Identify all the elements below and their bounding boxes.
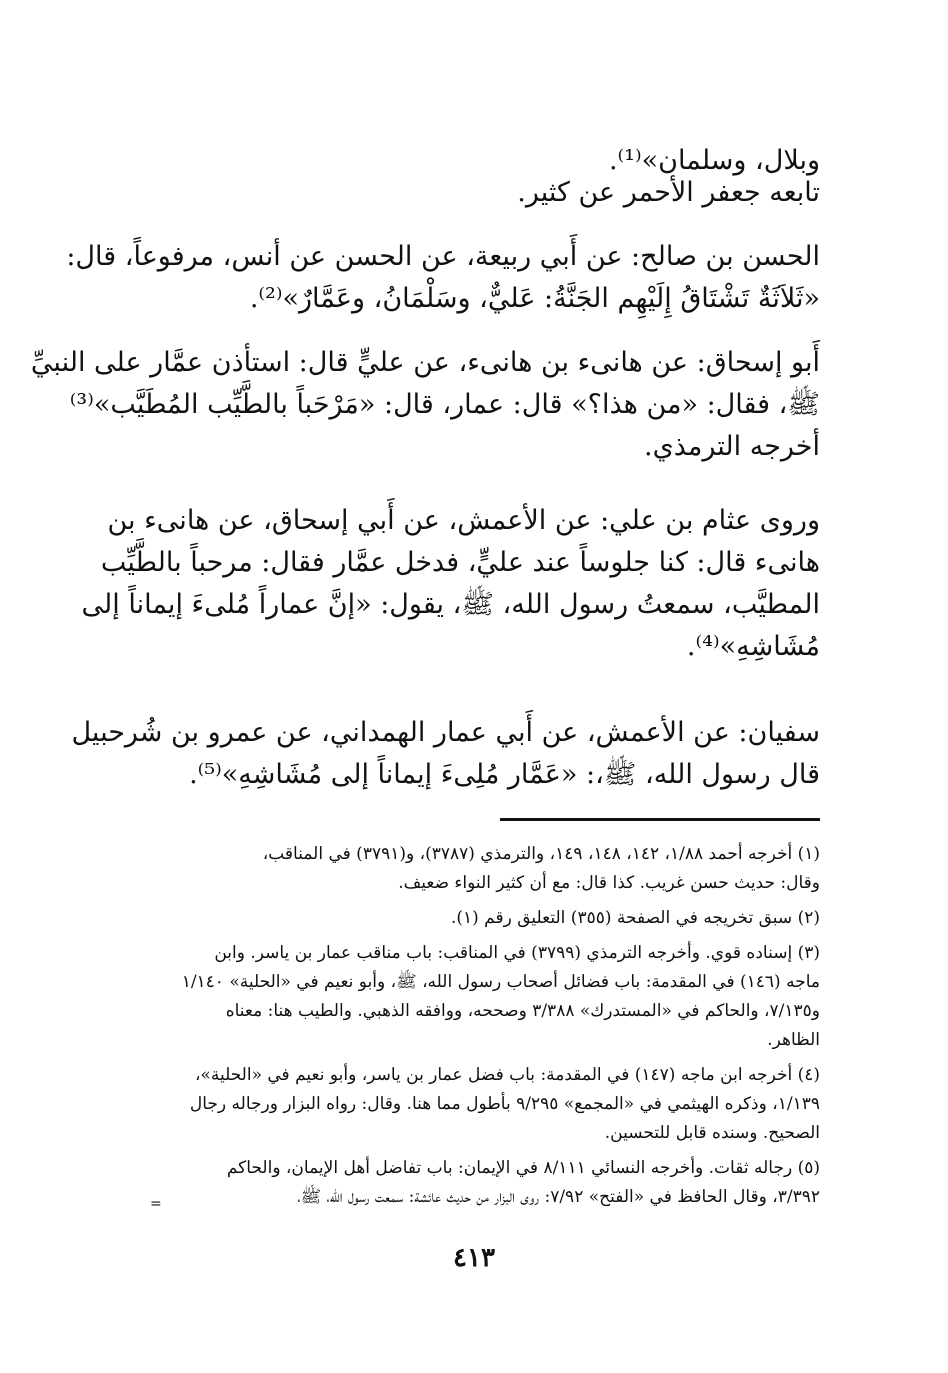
text-line: تابعه جعفر الأحمر عن كثير.: [517, 177, 820, 208]
footnote-line: (٥) رجاله ثقات. وأخرجه النسائي ٨/١١١ في الإيمان: باب تفاضل أهل الإيمان، والحاكم: [226, 1158, 820, 1178]
footnote-line: ١/١٣٩، وذكره الهيثمي في «المجمع» ٩/٢٩٥ بأطول مما هنا. وقال: رواه البزار ورجاله رجال: [189, 1094, 820, 1114]
text-line: سفيان: عن الأعمش، عن أَبي عمار الهمداني، عن عمرو بن شُرحبيل: [71, 717, 820, 748]
footnote-line: و٧/١٣٥، والحاكم في «المستدرك» ٣/٣٨٨ وصححه، ووافقه الذهبي. والطيب هنا: معناه: [225, 1001, 820, 1021]
footnote-line: الظاهر.: [767, 1030, 820, 1050]
paragraph-5: [71, 712, 820, 796]
footnote-5: [120, 1154, 820, 1212]
footnote-3: [120, 939, 820, 1055]
page-number: ٤١٣: [453, 1243, 495, 1273]
text-line: ﷺ، فقال: «من هذا؟» قال: عمار، قال: «مَرْحَباً بالطَّيِّب المُطَيَّب»⁽³⁾: [69, 389, 820, 420]
footnote-line: (٢) سبق تخريجه في الصفحة (٣٥٥) التعليق رقم (١).: [450, 908, 820, 928]
footnote-line: (١) أخرجه أحمد ١/٨٨، ١٤٢، ١٤٨، ١٤٩، والترمذي (٣٧٨٧)، و(٣٧٩١) في المناقب،: [262, 844, 820, 864]
paragraph-4: [81, 500, 820, 668]
footnote-line: ماجه (١٤٦) في المقدمة: باب فضائل أصحاب رسول الله، ﷺ، وأبو نعيم في «الحلية» ١/١٤٠: [181, 972, 820, 992]
continuation-mark: =: [150, 1196, 162, 1212]
footnote-line: الصحيح. وسنده قابل للتحسين.: [604, 1123, 820, 1143]
text-line: وبلال، وسلمان»⁽¹⁾.: [608, 145, 820, 176]
text-line: هانىء قال: كنا جلوساً عند عليٍّ، فدخل عمَّار فقال: مرحباً بالطَّيِّب: [100, 547, 820, 578]
footnotes: [120, 840, 820, 1218]
paragraph-3: [30, 342, 820, 468]
footnote-line: (٣) إسناده قوي. وأخرجه الترمذي (٣٧٩٩) في المناقب: باب مناقب عمار بن ياسر. وابن: [214, 943, 820, 963]
footnote-line: ٣/٣٩٢، وقال الحافظ في «الفتح» ٧/٩٢: روى البزار من حديث عائشة: سمعت رسول الله، ﷺ،: [297, 1187, 820, 1207]
footnote-line: (٤) أخرجه ابن ماجه (١٤٧) في المقدمة: باب فضل عمار بن ياسر، وأبو نعيم في «الحلية»،: [194, 1065, 820, 1085]
footnote-4: [120, 1061, 820, 1148]
text-line: الحسن بن صالح: عن أَبي ربيعة، عن الحسن عن أنس، مرفوعاً، قال:: [66, 241, 820, 272]
footnote-2: [120, 904, 820, 933]
text-line: أخرجه الترمذي.: [644, 431, 820, 462]
paragraph-1: [120, 140, 820, 214]
paragraph-2: [66, 236, 820, 320]
footnote-1: [120, 840, 820, 898]
text-line: «ثَلاَثَةٌ تَشْتَاقُ إِلَيْهِم الجَنَّةُ: عَليٌّ، وسَلْمَانُ، وعَمَّارٌ»⁽²⁾.: [249, 283, 820, 314]
text-line: وروى عثام بن علي: عن الأعمش، عن أَبي إسحاق، عن هانىء بن: [107, 505, 820, 536]
text-line: أَبو إسحاق: عن هانىء بن هانىء، عن عليٍّ قال: استأذن عمَّار على النبيِّ: [30, 347, 820, 378]
footnote-divider: [500, 818, 820, 821]
text-line: قال رسول الله، ﷺ،: «عَمَّار مُلِىءَ إيماناً إلى مُشَاشِهِ»⁽⁵⁾.: [189, 759, 820, 790]
text-line: المطيَّب، سمعتُ رسول الله، ﷺ، يقول: «إنَّ عماراً مُلىءَ إيماناً إلى: [81, 589, 820, 620]
text-line: مُشَاشِهِ»⁽⁴⁾.: [686, 631, 820, 662]
footnote-line: وقال: حديث حسن غريب. كذا قال: مع أن كثير النواء ضعيف.: [398, 873, 820, 893]
